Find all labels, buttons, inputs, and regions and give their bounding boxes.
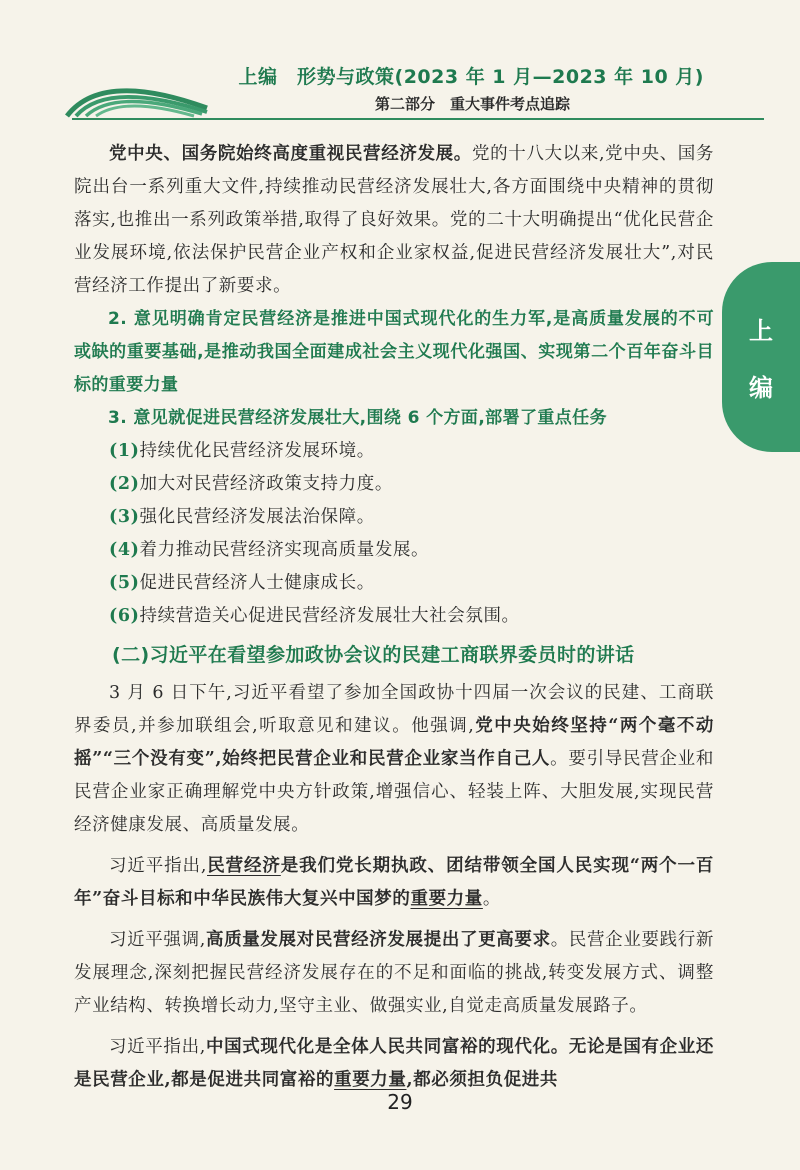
s2p3-a: 习近平强调, [109, 930, 206, 950]
task-number: (2) [109, 474, 140, 494]
section2-paragraph-2 [74, 850, 714, 916]
section-side-tab[interactable] [722, 262, 800, 452]
s2p1-c: 。要引导民营企业和民营企业家正确理解党中央方针政策,增强信心、轻装上阵、大胆发展,实现民营经济健康发展、高质量发展。 [74, 749, 714, 835]
task-text: 持续营造关心促进民营经济发展壮大社会氛围。 [139, 606, 520, 626]
point-2: 2. 意见明确肯定民营经济是推进中国式现代化的生力军,是高质量发展的不可或缺的重要基础,是推动我国全面建成社会主义现代化强国、实现第二个百年奋斗目标的重要力量 [74, 309, 714, 395]
page-number: 29 [387, 1090, 413, 1114]
task-number: (4) [109, 540, 140, 560]
s2p4-underlined: 重要力量 [334, 1070, 407, 1090]
side-tab-bottom: 编 [749, 374, 773, 402]
task-number: (6) [109, 606, 140, 626]
s2p2-e: 。 [482, 889, 501, 909]
header-divider [72, 118, 764, 120]
para1-rest: 党的十八大以来,党中央、国务院出台一系列重大文件,持续推动民营经济发展壮大,各方面围绕中央精神的贯彻落实,也推出一系列政策举措,取得了良好效果。党的二十大明确提出“优化民营企业发展环境,依法保护民营企业产权和企业家权益,促进民营经济发展壮大”,对民营经济工作提出了新要求。 [74, 144, 715, 296]
list-item [74, 567, 714, 600]
section2-paragraph-4 [74, 1031, 714, 1097]
side-tab-top: 上 [749, 317, 773, 345]
task-number: (1) [109, 441, 140, 461]
header-subtitle: 第二部分 重大事件考点追踪 [374, 95, 570, 113]
s2p4-bold-2: 。无论是国有企业还是民营企业,都是促进共同富裕的 [74, 1037, 715, 1090]
task-text: 强化民营经济发展法治保障。 [139, 507, 375, 527]
s2p3-bold: 高质量发展对民营经济发展提出了更高要求 [205, 930, 551, 950]
arc-logo-icon [62, 68, 212, 118]
section2-paragraph-1 [74, 677, 714, 842]
task-text: 持续优化民营经济发展环境。 [139, 441, 375, 461]
s2p1-bold: 党中央始终坚持“两个毫不动摇”“三个没有变”,始终把民营企业和民营企业家当作自己人 [74, 716, 714, 769]
paragraph-1 [74, 138, 714, 303]
task-number: (5) [109, 573, 140, 593]
section2-paragraph-3 [74, 924, 714, 1023]
s2p4-bold: 中国式现代化是全体人民共同富裕的现代化 [205, 1037, 551, 1057]
task-number: (3) [109, 507, 140, 527]
s2p4-a: 习近平指出, [109, 1037, 206, 1057]
s2p2-underlined: 民营经济 [207, 856, 281, 876]
list-item [74, 435, 714, 468]
list-item [74, 534, 714, 567]
list-item [74, 468, 714, 501]
s2p2-a: 习近平指出, [109, 856, 208, 876]
task-text: 促进民营经济人士健康成长。 [139, 573, 375, 593]
s2p2-bold: 是我们党长期执政、团结带领全国人民实现“两个一百年”奋斗目标和中华民族伟大复兴中国梦的 [74, 856, 715, 909]
s2p4-bold-3: ,都必须担负促进共 [406, 1070, 558, 1090]
s2p1-a: 3 月 6 日下午,习近平看望了参加全国政协十四届一次会议的民建、工商联界委员,并参加联组会,听取意见和建议。他强调, [74, 683, 714, 736]
page-header [0, 0, 800, 130]
header-title: 上编 形势与政策(2023 年 1 月—2023 年 10 月) [238, 66, 704, 88]
task-text: 加大对民营经济政策支持力度。 [139, 474, 393, 494]
para1-bold: 党中央、国务院始终高度重视民营经济发展。 [109, 144, 472, 164]
list-item [74, 501, 714, 534]
point-3: 3. 意见就促进民营经济发展壮大,围绕 6 个方面,部署了重点任务 [108, 408, 607, 428]
task-text: 着力推动民营经济实现高质量发展。 [139, 540, 430, 560]
list-item [74, 600, 714, 633]
task-list [74, 435, 714, 633]
s2p3-c: 。民营企业要践行新发展理念,深刻把握民营经济发展存在的不足和面临的挑战,转变发展方式、调整产业结构、转换增长动力,坚守主业、做强实业,自觉走高质量发展路子。 [74, 930, 715, 1016]
page-content [74, 130, 714, 1097]
section-heading: (二)习近平在看望参加政协会议的民建工商联界委员时的讲话 [112, 644, 635, 666]
s2p2-underlined-2: 重要力量 [410, 889, 483, 909]
